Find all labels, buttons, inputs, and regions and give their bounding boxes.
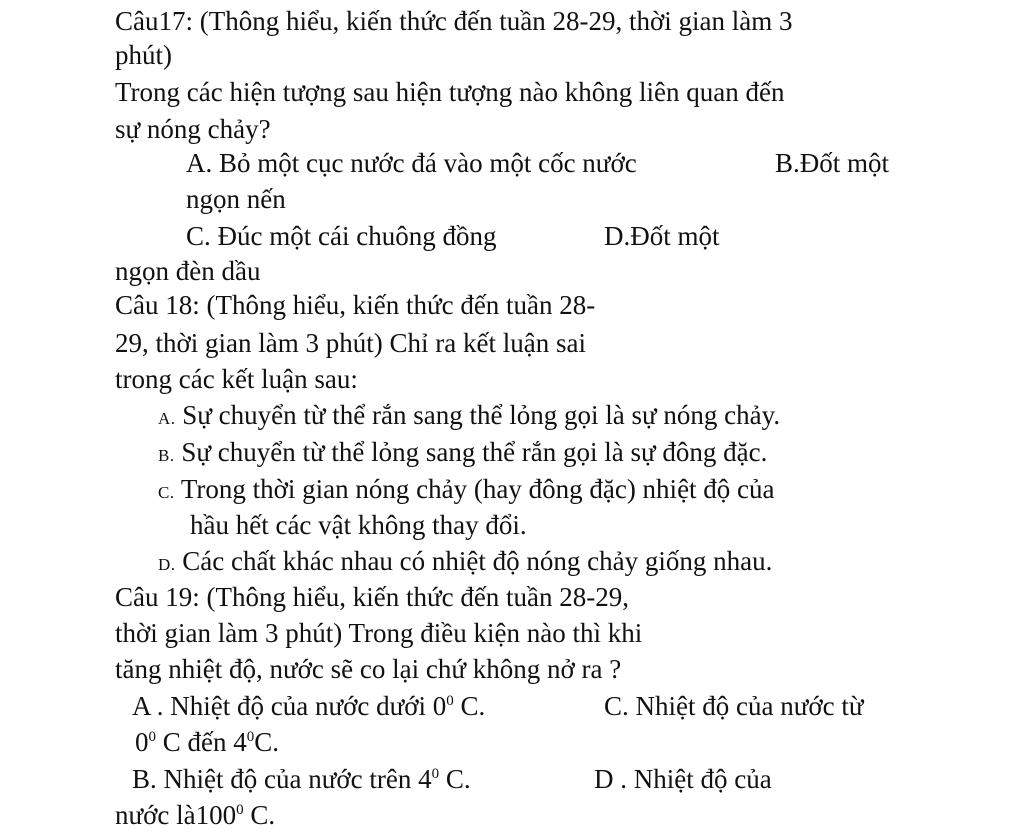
q18-option-a-letter: A.: [158, 409, 176, 428]
q17-option-b: B.Đốt một: [775, 148, 890, 178]
q19-option-d: D . Nhiệt độ của: [594, 764, 772, 794]
q18-option-c: [158, 472, 775, 510]
q18-option-d-text: Các chất khác nhau có nhiệt độ nóng chảy giống nhau.: [182, 546, 773, 576]
q18-option-c-letter: C.: [158, 483, 175, 502]
q17-heading-line-2: phút): [115, 40, 172, 70]
q17-option-c: C. Đúc một cái chuông đồng: [186, 221, 497, 251]
q19-heading-line-3: tăng nhiệt độ, nước sẽ co lại chứ không nở ra ?: [115, 654, 622, 684]
q18-option-c-text: Trong thời gian nóng chảy (hay đông đặc) nhiệt độ của: [180, 474, 775, 504]
q18-heading-line-3: trong các kết luận sau:: [115, 364, 358, 394]
q19-option-d-cont: nước $là100^0$ C.: [115, 800, 276, 830]
q18-option-b: [158, 435, 767, 473]
q18-heading-line-2: 29, thời gian làm 3 phút) Chỉ ra kết luận sai: [115, 328, 586, 358]
q18-option-a-text: Sự chuyển từ thể rắn sang thể lỏng gọi là sự nóng chảy.: [182, 400, 781, 430]
q17-heading-line-1: Câu17: (Thông hiểu, kiến thức đến tuần 28-29, thời gian làm 3: [115, 6, 793, 36]
q18-option-b-text: Sự chuyển từ thể lỏng sang thể rắn gọi là sự đông đặc.: [181, 437, 768, 467]
q19-heading-line-2: thời gian làm 3 phút) Trong điều kiện nào thì khi: [115, 618, 643, 648]
q18-option-b-letter: B.: [158, 446, 175, 465]
q19-option-c-cont: $0^0$ C đến $4^0C$.: [135, 727, 280, 757]
q19-option-a: A . Nhiệt độ của nước dưới $0^0$ C.: [132, 691, 486, 721]
q17-stem-line-1: Trong các hiện tượng sau hiện tượng nào không liên quan đến: [115, 77, 785, 107]
q17-option-a: A. Bỏ một cục nước đá vào một cốc nước: [186, 148, 637, 178]
q17-stem-line-2: sự nóng chảy?: [115, 114, 271, 144]
q19-option-c: C. Nhiệt độ của nước từ: [604, 691, 864, 721]
q18-heading-line-1: Câu 18: (Thông hiểu, kiến thức đến tuần 28-: [115, 290, 596, 320]
q18-option-d: [158, 544, 772, 582]
q19-heading-line-1: Câu 19: (Thông hiểu, kiến thức đến tuần 28-29,: [115, 582, 630, 612]
q18-option-a: [158, 398, 780, 436]
q19-option-b: B. Nhiệt độ của nước trên $4^0$ C.: [132, 764, 471, 794]
q17-option-b-cont: ngọn nến: [186, 184, 286, 214]
q18-option-d-letter: D.: [158, 555, 176, 574]
q18-option-c-cont: hầu hết các vật không thay đổi.: [190, 510, 527, 540]
q17-option-d: D.Đốt một: [604, 221, 720, 251]
q17-option-d-cont: ngọn đèn dầu: [115, 256, 261, 286]
